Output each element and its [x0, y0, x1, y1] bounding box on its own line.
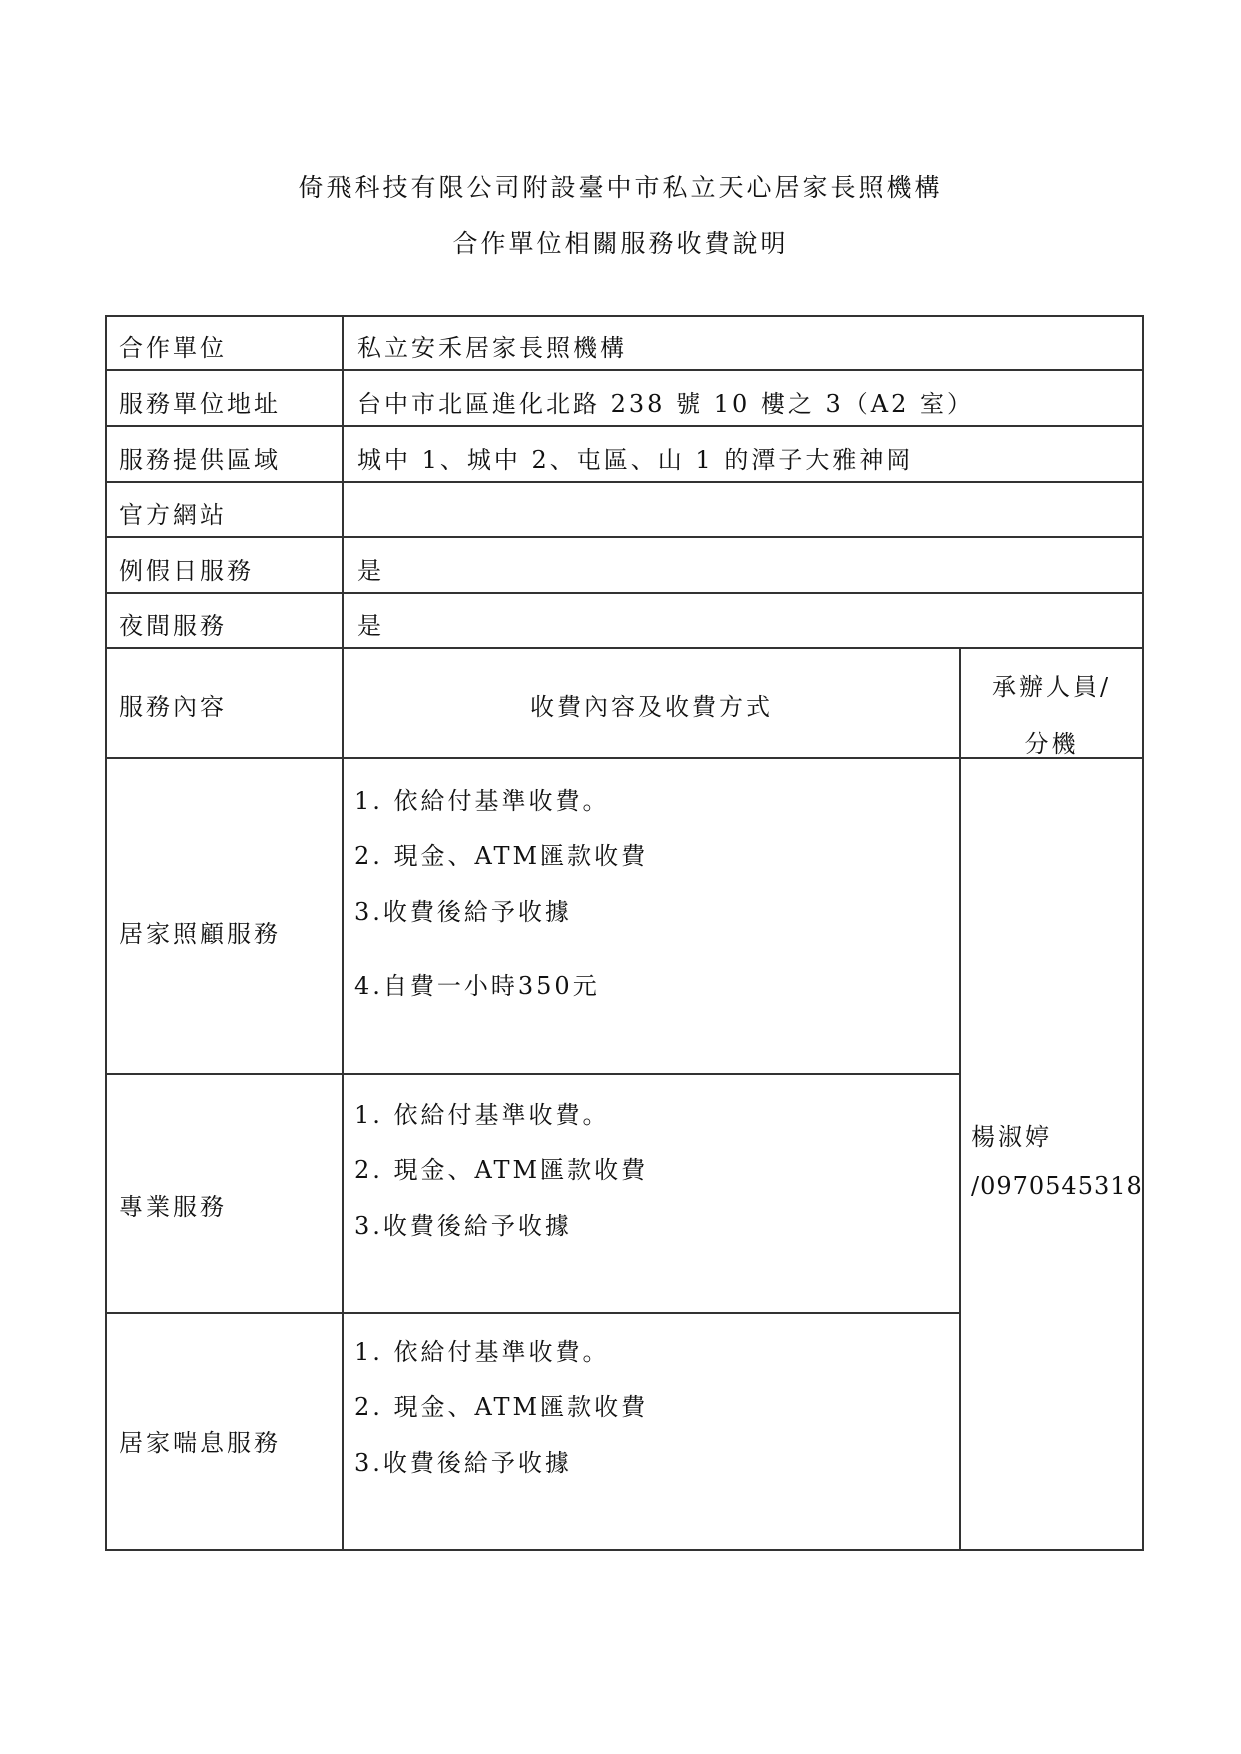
fee-item: 2. 現金、ATM匯款收費: [354, 1156, 649, 1184]
row-label-area: 服務提供區域: [119, 446, 281, 474]
row-divider: [105, 647, 1144, 649]
header-service: 服務內容: [119, 693, 227, 721]
row-value-holiday: 是: [357, 557, 384, 585]
table-border-bottom: [105, 1549, 1144, 1551]
fee-item: 4.自費一小時350元: [354, 972, 600, 1000]
row-label-partner: 合作單位: [119, 334, 227, 362]
fee-item: 3.收費後給予收據: [354, 1449, 572, 1477]
row-value-partner: 私立安禾居家長照機構: [357, 334, 627, 362]
row-value-area: 城中 1、城中 2、屯區、山 1 的潭子大雅神岡: [357, 446, 914, 474]
fee-item: 3.收費後給予收據: [354, 1212, 572, 1240]
fee-item: 1. 依給付基準收費。: [354, 1338, 610, 1366]
service-name-respite: 居家喘息服務: [119, 1429, 281, 1457]
row-divider: [105, 369, 1144, 371]
contact-phone: /0970545318: [971, 1172, 1143, 1200]
row-divider: [105, 1312, 959, 1314]
header-contact-line1: 承辦人員/: [991, 673, 1112, 701]
row-divider: [105, 536, 1144, 538]
row-divider: [105, 1073, 959, 1075]
column-divider: [342, 315, 344, 1551]
header-fee: 收費內容及收費方式: [530, 693, 773, 721]
row-divider: [105, 592, 1144, 594]
service-table: [105, 315, 1144, 1551]
row-value-address: 台中市北區進化北路 238 號 10 樓之 3（A2 室）: [357, 390, 974, 418]
row-label-address: 服務單位地址: [119, 390, 281, 418]
service-name-professional: 專業服務: [119, 1193, 227, 1221]
contact-name: 楊淑婷: [971, 1123, 1052, 1151]
document-subtitle: 合作單位相關服務收費說明: [452, 229, 789, 258]
service-name-home-care: 居家照顧服務: [119, 920, 281, 948]
fee-item: 2. 現金、ATM匯款收費: [354, 842, 649, 870]
fee-item: 3.收費後給予收據: [354, 898, 572, 926]
row-label-website: 官方網站: [119, 501, 227, 529]
row-value-night: 是: [357, 612, 384, 640]
table-border-right: [1142, 315, 1144, 1551]
fee-item: 1. 依給付基準收費。: [354, 787, 610, 815]
table-border-top: [105, 315, 1144, 317]
column-divider: [959, 647, 961, 1551]
fee-item: 2. 現金、ATM匯款收費: [354, 1393, 649, 1421]
row-label-holiday: 例假日服務: [119, 557, 254, 585]
table-border-left: [105, 315, 107, 1551]
header-contact-line2: 分機: [1024, 730, 1079, 758]
row-divider: [105, 481, 1144, 483]
fee-item: 1. 依給付基準收費。: [354, 1101, 610, 1129]
document-title: 倚飛科技有限公司附設臺中市私立天心居家長照機構: [298, 173, 943, 202]
row-divider: [105, 425, 1144, 427]
row-label-night: 夜間服務: [119, 612, 227, 640]
